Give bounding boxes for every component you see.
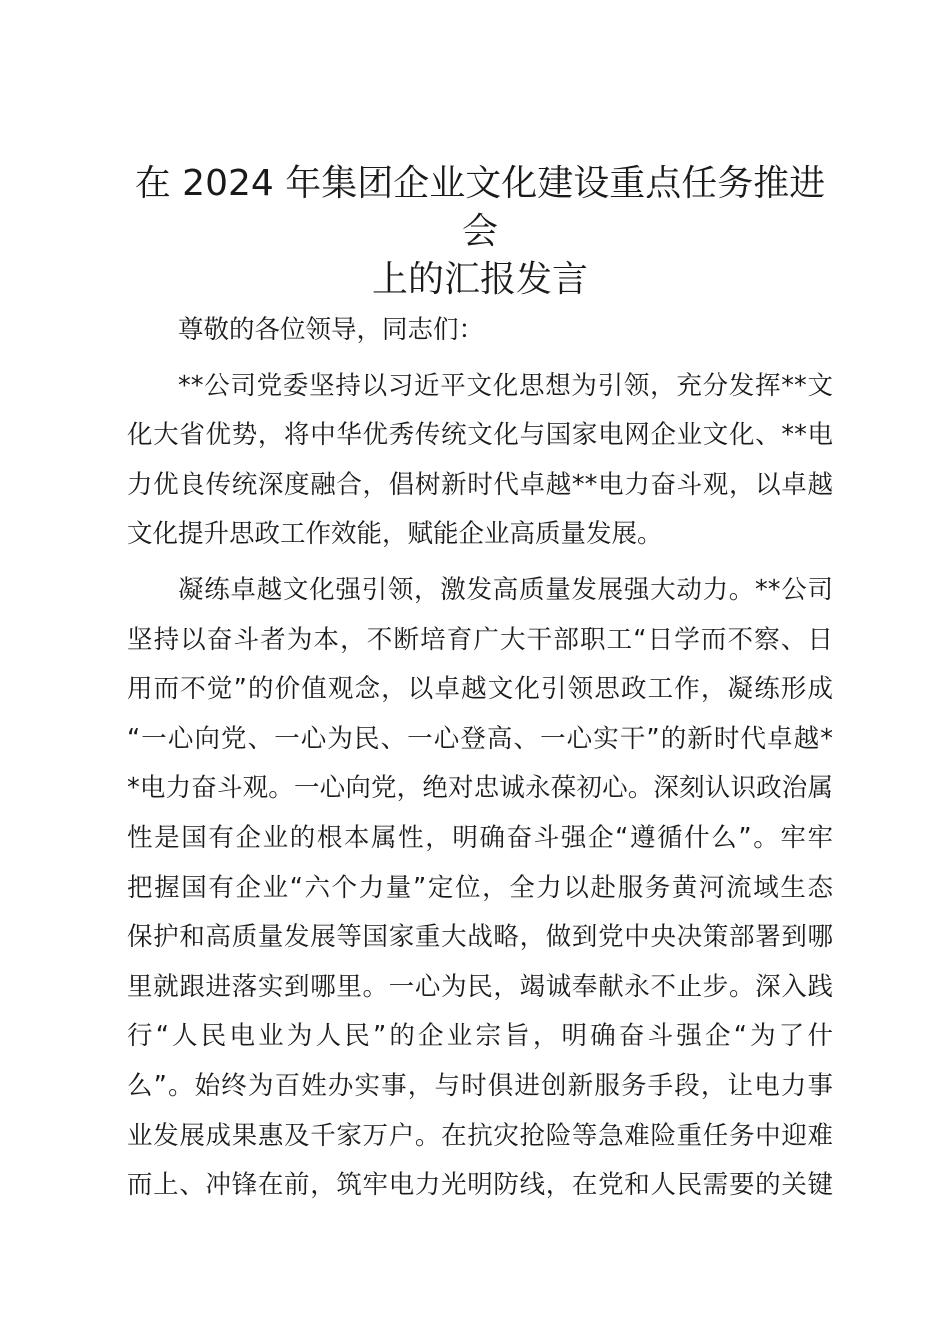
salutation: 尊敬的各位领导，同志们： (178, 315, 485, 345)
document-page (127, 150, 833, 1211)
paragraph-line: 而上、冲锋在前，筑牢电力光明防线，在党和人民需要的关键 (127, 1170, 833, 1201)
paragraph-line: 用而不觉”的价值观念，以卓越文化引领思政工作，凝练形成 (127, 674, 833, 705)
paragraph-line: 性是国有企业的根本属性，明确奋斗强企“遵循什么”。牢牢 (127, 822, 833, 853)
paragraph-line: *电力奋斗观。一心向党，绝对忠诚永葆初心。深刻认识政治属 (127, 773, 833, 804)
paragraph-line: 里就跟进落实到哪里。一心为民，竭诚奉献永不止步。深入践 (127, 971, 833, 1002)
document-title (127, 160, 833, 304)
paragraph-line: 文化提升思政工作效能，赋能企业高质量发展。 (127, 519, 663, 550)
paragraph-line: 坚持以奋斗者为本，不断培育广大干部职工“日学而不察、日 (127, 624, 833, 655)
paragraph-line: “一心向党、一心为民、一心登高、一心实干”的新时代卓越* (127, 723, 833, 754)
paragraph-line: 凝练卓越文化强引领，激发高质量发展强大动力。**公司 (178, 574, 833, 605)
paragraph-line: 化大省优势，将中华优秀传统文化与国家电网企业文化、**电 (127, 420, 833, 451)
paragraph-line: 力优良传统深度融合，倡树新时代卓越**电力奋斗观，以卓越 (127, 469, 833, 500)
title-line: 在 2024 年集团企业文化建设重点任务推进会 (134, 163, 826, 252)
paragraph-2 (127, 566, 833, 1211)
paragraph-line: **公司党委坚持以习近平文化思想为引领，充分发挥**文 (178, 370, 833, 401)
paragraph-line: 把握国有企业“六个力量”定位，全力以赴服务黄河流域生态 (127, 872, 833, 903)
title-line: 上的汇报发言 (371, 259, 588, 300)
paragraph-line: 么”。始终为百姓办实事，与时俱进创新服务手段，让电力事 (127, 1070, 833, 1101)
paragraph-line: 保护和高质量发展等国家重大战略，做到党中央决策部署到哪 (127, 922, 833, 953)
paragraph-line: 行“人民电业为人民”的企业宗旨，明确奋斗强企“为了什 (127, 1021, 833, 1052)
paragraph-line: 业发展成果惠及千家万户。在抗灾抢险等急难险重任务中迎难 (127, 1120, 833, 1151)
paragraph-1 (127, 362, 833, 560)
